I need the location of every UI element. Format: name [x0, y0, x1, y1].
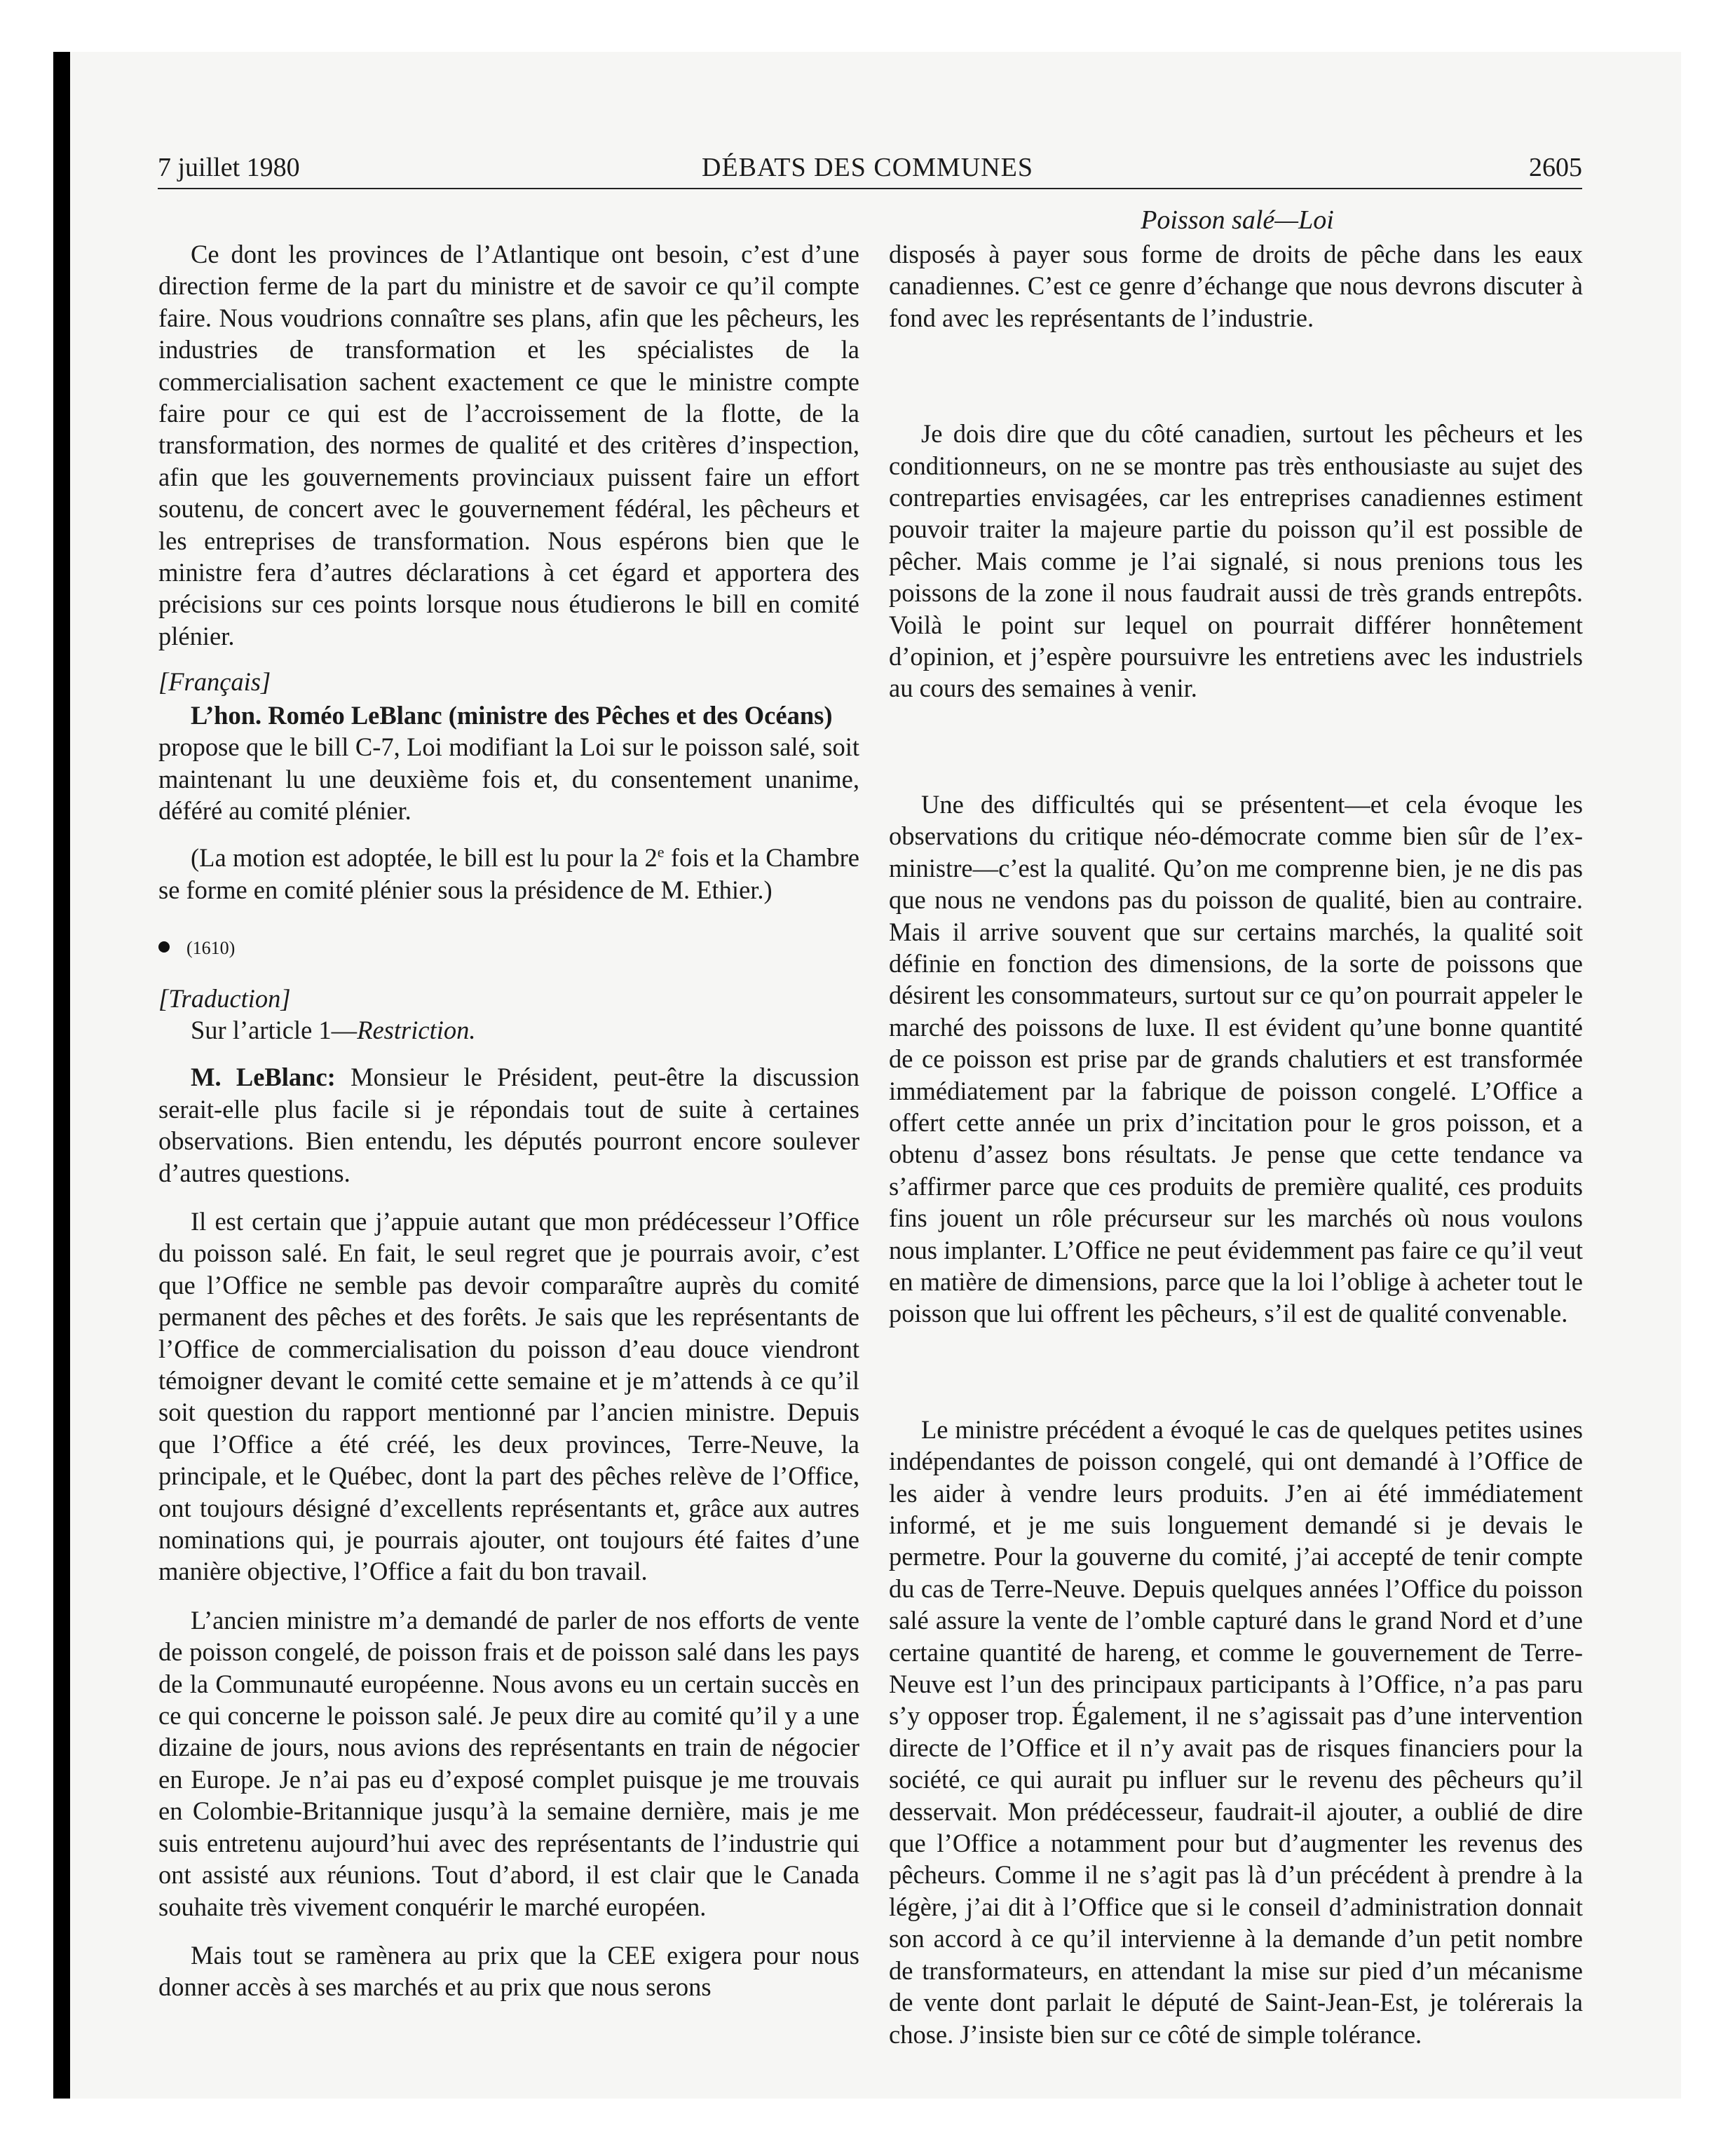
paragraph: Mais tout se ramènera au prix que la CEE exigera pour nous donner accès à ses marchés et au prix que nous serons — [158, 1940, 859, 2002]
paragraph-text: Monsieur le Président, peut-être la discussion serait-elle plus facile si je répondais tout de suite à certaines observations. Bien entendu, les députés pourront encore soulever d’autres questions. — [158, 1063, 860, 1187]
header-date: 7 juillet 1980 — [158, 153, 300, 182]
motion-text: (La motion est adoptée, le bill est lu pour la 2 — [191, 843, 658, 873]
page-number: 2605 — [1529, 153, 1582, 182]
paragraph: Une des difficultés qui se présentent—et cela évoque les observations du critique néo-démocrate comme bien sûr de l’ex-ministre—c’est la qualité. Qu’on me comprenne bien, je ne dis pas que nous ne vendons pas du poisson de qualité, bien au contraire. Mais il arrive souvent que sur certains marchés, la qualité soit définie en fonction des dimensions, de la sorte de poissons que désirent les consommateurs, surtout sur ce qu’on pourrait appeler le marché des poissons de luxe. Il est évident qu’une bonne quantité de ce poisson est prise par de grands chalutiers et est transformée immédiatement par la fabrique de poisson congelé. L’Office a offert cette année un prix d’incitation pour le gros poisson, et a obtenu d’assez bons résultats. Je pense que cette tendance va s’affirmer parce que ces produits de première qualité, ces produits fins jouent un rôle précurseur sur les marchés où nous voulons nous implanter. L’Office ne peut évidemment pas faire ce qu’il veut en matière de dimensions, parce que la loi l’oblige à acheter tout le poisson que lui offrent les pêcheurs, s’il est de qualité convenable. — [889, 789, 1583, 1328]
paragraph: Ce dont les provinces de l’Atlantique ont besoin, c’est d’une direction ferme de la part du ministre et de savoir ce qu’il compte faire. Nous voudrions connaître ses plans, afin que les pêcheurs, les industries de transformation et les spécialistes de la commercialisation sachent exactement ce que le ministre compte faire pour ce qui est de l’accroissement de la flotte, de la transformation, des normes de qualité et des critères d’inspection, afin que les gouvernements provinciaux puissent faire un effort soutenu, de concert avec le gouvernement fédéral, les pêcheurs et les entreprises de transformation. Nous espérons bien que le ministre fera d’autres déclarations à cet égard et apportera des précisions sur ces points lorsque nous étudierons le bill en comité plénier. — [158, 240, 859, 650]
article-title: Restriction. — [357, 1015, 476, 1044]
article-text: Sur l’article 1— — [191, 1015, 358, 1044]
running-head: Poisson salé—Loi — [1141, 205, 1334, 235]
language-label: [Traduction] — [158, 983, 291, 1013]
paragraph: Je dois dire que du côté canadien, surtout les pêcheurs et les conditionneurs, on ne se montre pas très enthousiaste au sujet des contreparties envisagées, car les entreprises canadiennes estiment pouvoir traiter la majeure partie du poisson qu’il est possible de pêcher. Mais comme je l’ai signalé, si nous prenions tous les poissons de la zone il nous faudrait aussi de très grands entrepôts. Voilà le point sur lequel on pourrait différer honnêtement d’opinion, et j’espère poursuivre les entretiens avec les industriels au cours des semaines à venir. — [889, 419, 1583, 703]
right-column — [889, 238, 1583, 2050]
paragraph: Le ministre précédent a évoqué le cas de quelques petites usines indépendantes de poisson congelé, qui ont demandé à l’Office de les aider à vendre leurs produits. J’en ai été immédiatement informé, et je me suis longuement demandé si je devais le permetre. Pour la gouverne du comité, j’ai accepté de tenir compte du cas de Terre-Neuve. Depuis quelques années l’Office du poisson salé assure la vente de l’omble capturé dans le grand Nord et d’une certaine quantité de hareng, et comme le gouvernement de Terre-Neuve est l’un des principaux participants à l’Office, n’a pas paru s’y opposer trop. Également, il ne s’agissait pas d’une intervention directe de l’Office et il n’y avait pas de risques financiers pour la société, ce qui aurait pu influer sur le revenu des pêcheurs qu’il desservait. Mon prédécesseur, faudrait-il ajouter, a oublié de dire que l’Office a notamment pour but d’augmenter les revenus des pêcheurs. Comme il ne s’agit pas là d’un précédent à prendre à la légère, j’ai dit à l’Office que si le conseil d’administration donnait son accord à ce qu’il intervienne à la demande d’un petit nombre de transformateurs, en attendant la mise sur pied d’un mécanisme de vente dont parlait le député de Saint-Jean-Est, je tolérerais la chose. J’insiste bien sur ce côté de simple tolérance. — [889, 1414, 1583, 2049]
superscript: e — [657, 843, 665, 861]
bullet-icon — [158, 941, 170, 953]
paragraph: L’ancien ministre m’a demandé de parler de nos efforts de vente de poisson congelé, de poisson frais et de poisson salé dans les pays de la Communauté européenne. Nous avons eu un certain succès en ce qui concerne le poisson salé. Je peux dire au comité qu’il y a une dizaine de jours, nous avions des représentants en train de négocier en Europe. Je n’ai pas eu d’exposé complet puisque je me trouvais en Colombie-Britannique jusqu’à la semaine dernière, mais je me suis entretenu aujourd’hui avec des représentants de l’industrie qui ont assisté aux réunions. Tout d’abord, il est clair que le Canada souhaite très vivement conquérir le marché européen. — [158, 1605, 859, 1921]
header-rule — [158, 188, 1582, 189]
left-column — [158, 238, 859, 2003]
motion-text: fois et la Chambre se forme en comité plénier sous la présidence de M. Ethier.) — [158, 843, 859, 904]
speaker-name: M. LeBlanc: — [191, 1063, 336, 1092]
language-label: [Français] — [158, 667, 271, 697]
motion-paragraph — [158, 842, 859, 906]
header-title: DÉBATS DES COMMUNES — [702, 153, 1033, 182]
paragraph: disposés à payer sous forme de droits de pêche dans les eaux canadiennes. C’est ce genre d’échange que nous devrons discuter à fond avec les représentants de l’industrie. — [889, 240, 1583, 332]
paragraph-text: propose que le bill C-7, Loi modifiant la Loi sur le poisson salé, soit maintenant lu une deuxième fois et, du consentement unanime, déféré au comité plénier. — [158, 732, 859, 825]
speaker-name: L’hon. Roméo LeBlanc (ministre des Pêches et des Océans) — [191, 700, 833, 730]
scan-edge-bar — [53, 52, 70, 2099]
paragraph — [158, 1061, 859, 1189]
paragraph: Il est certain que j’appuie autant que mon prédécesseur l’Office du poisson salé. En fait, le seul regret que je pourrais avoir, c’est que l’Office ne semble pas devoir comparaître auprès du comité permanent des pêches et des forêts. Je sais que les représentants de l’Office de commercialisation du poisson d’eau douce viendront témoigner devant le comité cette semaine et je m’attends à ce qu’il soit question du rapport mentionné par l’ancien ministre. Depuis que l’Office a été créé, les deux provinces, Terre-Neuve, la principale, et le Québec, dont la part des pêches relève de l’Office, ont toujours désigné d’excellents représentants et, grâce aux autres nominations qui, je pourrais ajouter, ont toujours été faites d’une manière objective, l’Office a fait du bon travail. — [158, 1206, 859, 1586]
time-stamp — [158, 929, 859, 964]
paragraph — [158, 700, 859, 827]
time-text: (1610) — [186, 938, 236, 959]
article-line — [158, 1014, 859, 1046]
